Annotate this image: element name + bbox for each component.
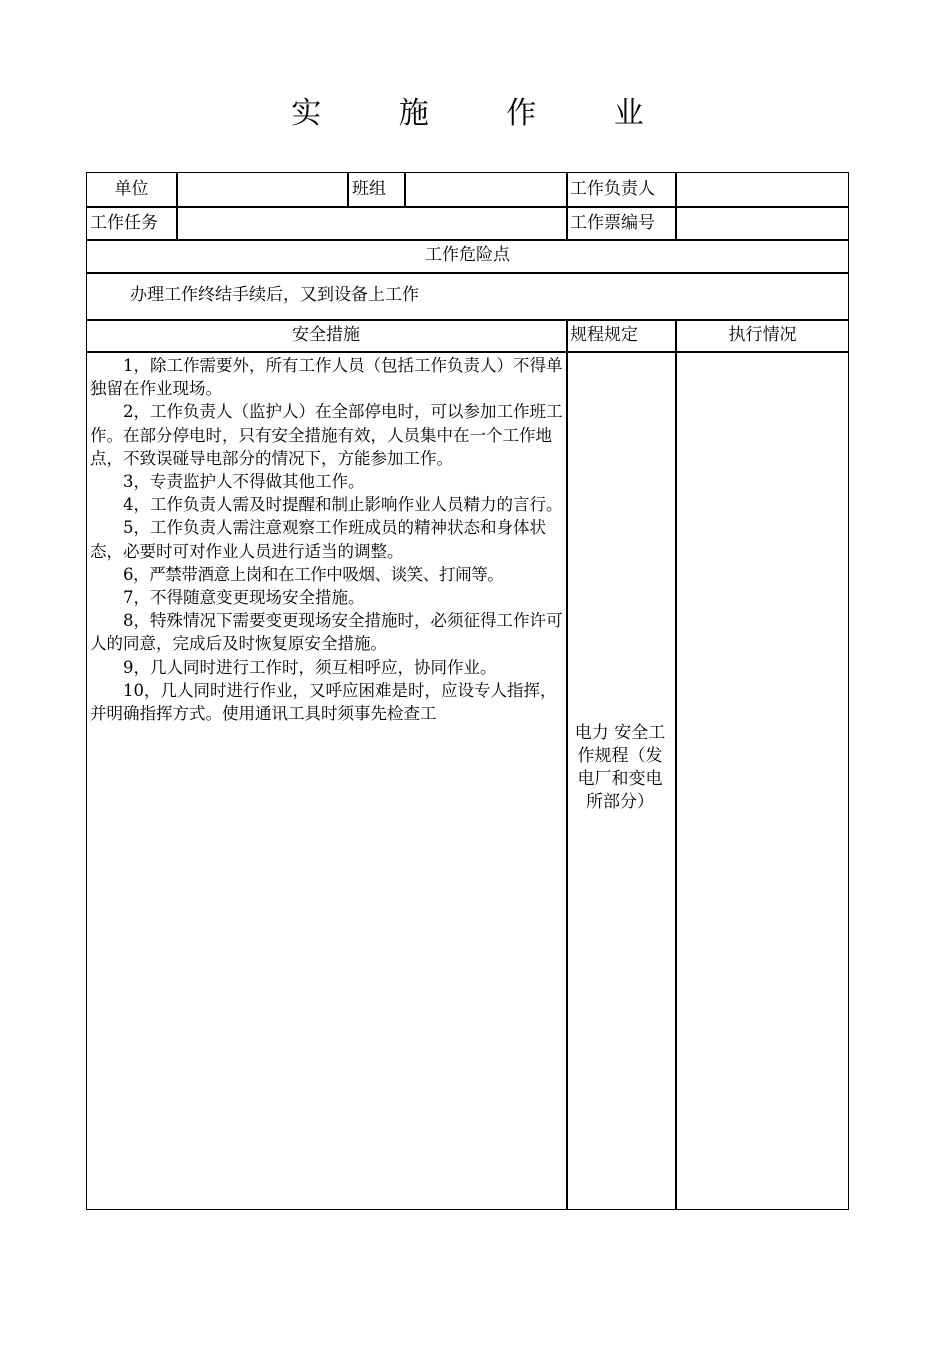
row-divider: [86, 206, 849, 208]
measure-item: 1，除工作需要外，所有工作人员（包括工作负责人）不得单独留在作业现场。: [90, 356, 563, 399]
col-divider: [675, 319, 677, 1210]
measures-header: 安全措施: [292, 325, 360, 345]
row-divider: [86, 319, 849, 321]
unit-label: 单位: [114, 179, 149, 199]
measure-item: 9，几人同时进行工作时，须互相呼应，协同作业。: [123, 657, 497, 677]
measure-item: 4，工作负责人需及时提醒和制止影响作业人员精力的言行。: [123, 495, 563, 515]
col-divider: [176, 172, 178, 239]
leader-label: 工作负责人: [570, 179, 655, 199]
measure-item: 3，专责监护人不得做其他工作。: [123, 472, 365, 492]
team-label: 班组: [352, 179, 386, 199]
measure-item: 8，特殊情况下需要变更现场安全措施时，必须征得工作许可人的同意，完成后及时恢复原安全措施。: [90, 611, 563, 654]
execution-field[interactable]: [679, 356, 845, 1206]
execution-header: 执行情况: [728, 325, 797, 345]
measure-item: 6，严禁带酒意上岗和在工作中吸烟、谈笑、打闹等。: [123, 564, 504, 584]
row-divider: [86, 272, 849, 274]
ticket-number-field[interactable]: [679, 212, 845, 234]
regulation-header: 规程规定: [570, 325, 638, 345]
ticket-number-label: 工作票编号: [570, 213, 655, 233]
row-divider: [86, 239, 849, 241]
task-field[interactable]: [180, 212, 563, 234]
unit-field[interactable]: [180, 178, 344, 200]
col-divider: [404, 172, 406, 206]
col-divider: [566, 172, 568, 239]
measure-item: 7，不得随意变更现场安全措施。: [123, 588, 365, 608]
team-field[interactable]: [408, 178, 563, 200]
regulation-text: 电力 安全工作规程（发电厂和变电所部分）: [574, 723, 666, 812]
task-label: 工作任务: [90, 213, 158, 233]
col-divider: [347, 172, 349, 206]
measure-item: 5，工作负责人需注意观察工作班成员的精神状态和身体状态，必要时可对作业人员进行适当的调整。: [90, 518, 546, 561]
col-divider: [675, 172, 677, 239]
safety-measures-list: [90, 354, 564, 725]
hazard-text: 办理工作终结手续后，又到设备上工作: [130, 285, 419, 305]
leader-field[interactable]: [679, 178, 845, 200]
measure-item: 2，工作负责人（监护人）在全部停电时，可以参加工作班工作。在部分停电时，只有安全措施有效，人员集中在一个工作地点，不致误碰导电部分的情况下，方能参加工作。: [90, 402, 563, 468]
page-title: 实 施 作 业: [291, 96, 678, 131]
row-divider: [86, 351, 849, 353]
hazard-header: 工作危险点: [425, 245, 510, 265]
measure-item: 10，几人同时进行作业，又呼应困难是时，应设专人指挥，并明确指挥方式。使用通讯工具时须事先检查工: [90, 680, 557, 724]
col-divider: [566, 319, 568, 1210]
